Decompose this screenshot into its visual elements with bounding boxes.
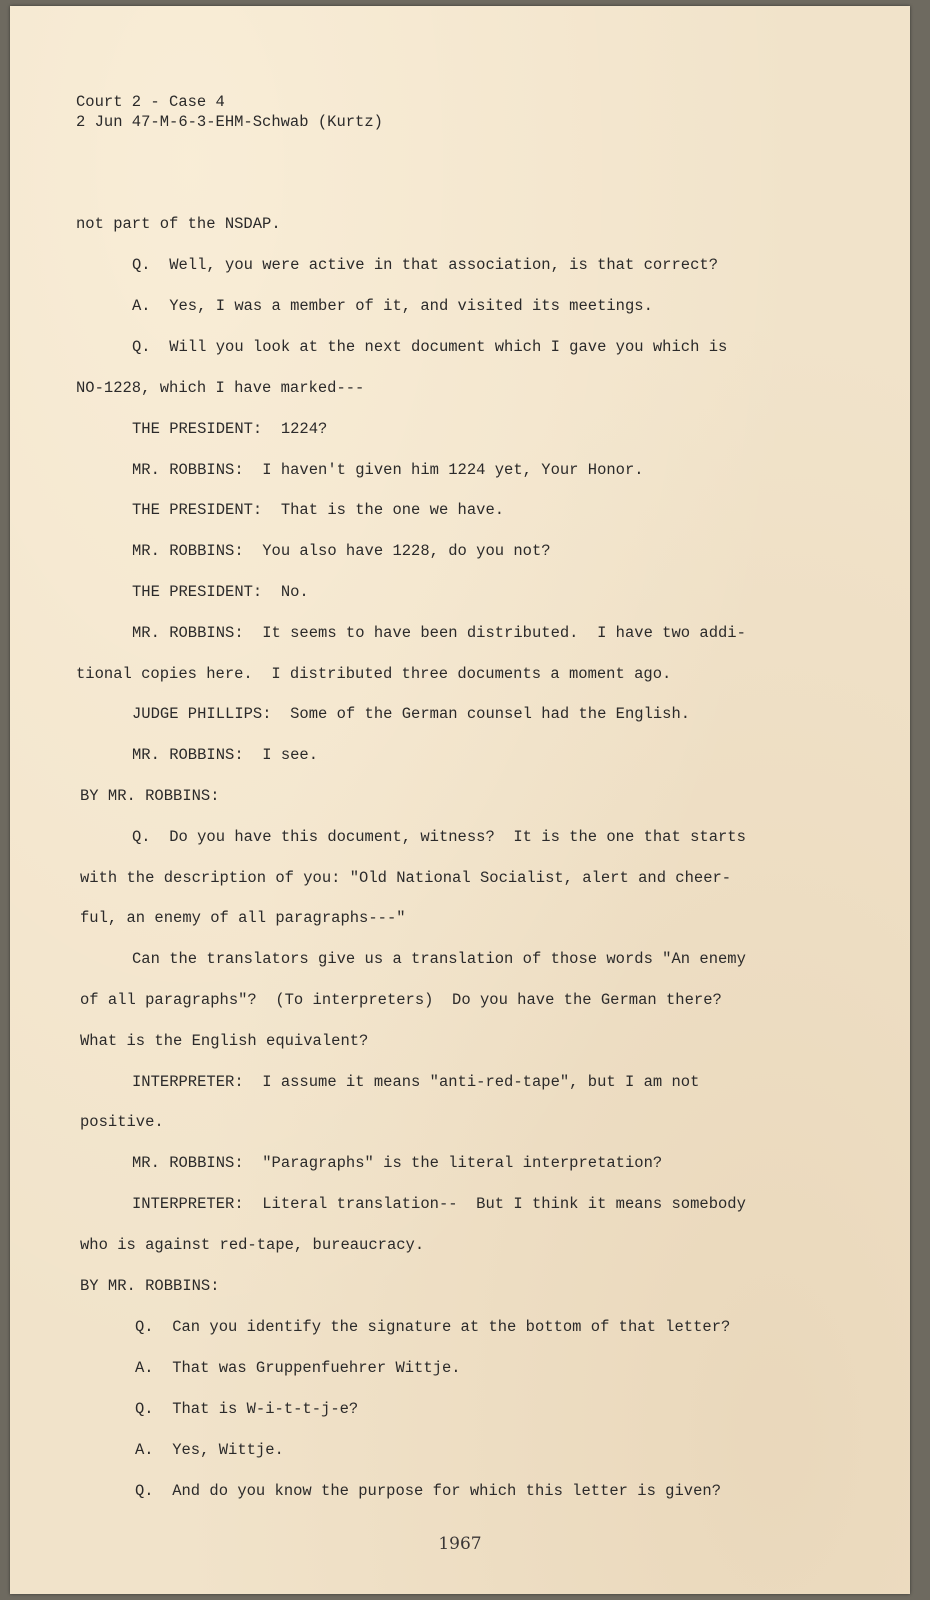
text-line: INTERPRETER: Literal translation-- But I think it means somebody [132, 1195, 746, 1213]
header-court-case: Court 2 - Case 4 [76, 93, 225, 111]
text-line: THE PRESIDENT: No. [132, 583, 309, 601]
text-line: NO-1228, which I have marked--- [76, 379, 365, 397]
text-line: THE PRESIDENT: 1224? [132, 420, 328, 438]
text-line: with the description of you: "Old National Socialist, alert and cheer- [80, 869, 732, 887]
page-number: 1967 [438, 1534, 482, 1554]
text-line: positive. [80, 1113, 164, 1131]
text-line: Q. Will you look at the next document which I gave you which is [132, 338, 728, 356]
document-page [10, 6, 910, 1594]
text-line: MR. ROBBINS: I haven't given him 1224 yet, Your Honor. [132, 461, 644, 479]
text-line: MR. ROBBINS: I see. [132, 746, 319, 764]
text-line: ful, an enemy of all paragraphs---" [80, 909, 406, 927]
text-line: Q. Well, you were active in that association, is that correct? [132, 256, 718, 274]
text-line: not part of the NSDAP. [76, 215, 281, 233]
text-line: Q. That is W-i-t-t-j-e? [135, 1400, 359, 1418]
text-line: who is against red-tape, bureaucracy. [80, 1236, 425, 1254]
text-line: MR. ROBBINS: It seems to have been distributed. I have two addi- [132, 624, 746, 642]
text-line: A. Yes, Wittje. [135, 1441, 284, 1459]
text-line: JUDGE PHILLIPS: Some of the German counsel had the English. [132, 705, 691, 723]
text-line: Q. Can you identify the signature at the bottom of that letter? [135, 1318, 731, 1336]
document-header [76, 92, 383, 132]
text-line: MR. ROBBINS: "Paragraphs" is the literal interpretation? [132, 1154, 663, 1172]
text-line: BY MR. ROBBINS: [80, 787, 220, 805]
text-line: Q. Do you have this document, witness? It is the one that starts [132, 828, 746, 846]
text-line: A. Yes, I was a member of it, and visited its meetings. [132, 297, 653, 315]
text-line: of all paragraphs"? (To interpreters) Do you have the German there? [80, 991, 722, 1009]
text-line: Q. And do you know the purpose for which this letter is given? [135, 1482, 721, 1500]
header-date-reference: 2 Jun 47-M-6-3-EHM-Schwab (Kurtz) [76, 113, 383, 131]
text-line: What is the English equivalent? [80, 1032, 369, 1050]
text-line: Can the translators give us a translation of those words "An enemy [132, 950, 746, 968]
text-line: tional copies here. I distributed three documents a moment ago. [76, 665, 672, 683]
text-line: A. That was Gruppenfuehrer Wittje. [135, 1359, 461, 1377]
text-line: MR. ROBBINS: You also have 1228, do you not? [132, 542, 551, 560]
text-line: THE PRESIDENT: That is the one we have. [132, 501, 505, 519]
text-line: INTERPRETER: I assume it means "anti-red-tape", but I am not [132, 1073, 700, 1091]
text-line: BY MR. ROBBINS: [80, 1277, 220, 1295]
